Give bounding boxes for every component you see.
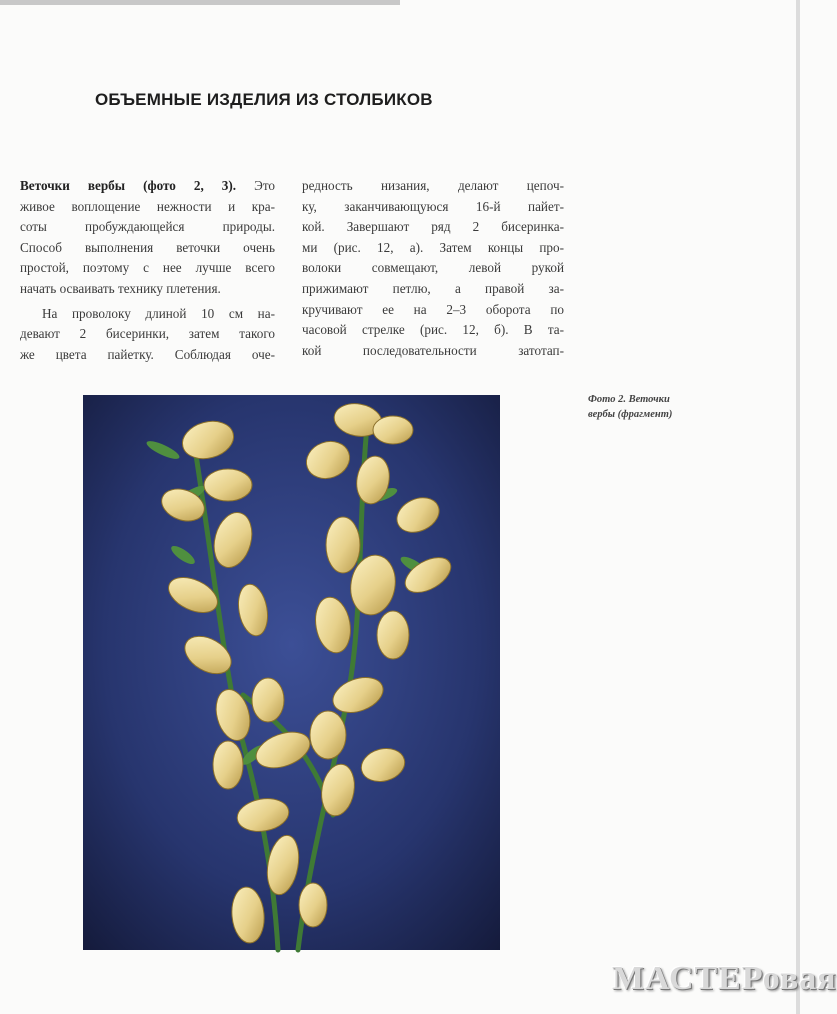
text-line: Способ выполнения веточки очень — [20, 239, 275, 255]
text-line: ку, заканчивающуюся 16-й пайет- — [302, 198, 564, 214]
text-line: начать осваивать технику плетения. — [20, 280, 221, 296]
text-line: часовой стрелке (рис. 12, б). В та- — [302, 322, 564, 338]
text-line: кручивают ее на 2–3 оборота по — [302, 301, 564, 317]
text-line: прижимают петлю, а правой за- — [302, 280, 564, 296]
photo-caption: Фото 2. Веточки вербы (фрагмент) — [588, 394, 673, 420]
right-scan-edge — [796, 0, 800, 1014]
text-column-right — [302, 176, 564, 361]
text-line: же цвета пайетку. Соблюдая оче- — [20, 346, 275, 362]
text-line: соты пробуждающейся природы. — [20, 219, 275, 235]
top-scan-edge — [0, 0, 400, 5]
text-line: живое воплощение нежности и кра- — [20, 198, 275, 214]
section-title: ОБЪЕМНЫЕ ИЗДЕЛИЯ ИЗ СТОЛБИКОВ — [95, 90, 433, 109]
text-line: На проволоку длиной 10 см на- — [42, 305, 275, 321]
text-line: волоки совмещают, левой рукой — [302, 260, 564, 276]
text-line: редность низания, делают цепоч- — [302, 178, 564, 193]
willow-branch-photo — [83, 395, 500, 950]
text-column-left — [20, 176, 275, 365]
text-line: кой. Завершают ряд 2 бисеринка- — [302, 219, 564, 235]
text-line: Веточки вербы (фото 2, 3). Это — [20, 178, 276, 193]
text-line: кой последовательности затотап- — [302, 342, 564, 358]
text-line: ми (рис. 12, а). Затем концы про- — [302, 239, 564, 255]
text-line: девают 2 бисеринки, затем такого — [20, 326, 275, 342]
watermark-logo: МАСТЕРовая — [612, 960, 837, 997]
text-line: простой, поэтому с нее лучше всего — [20, 260, 275, 276]
